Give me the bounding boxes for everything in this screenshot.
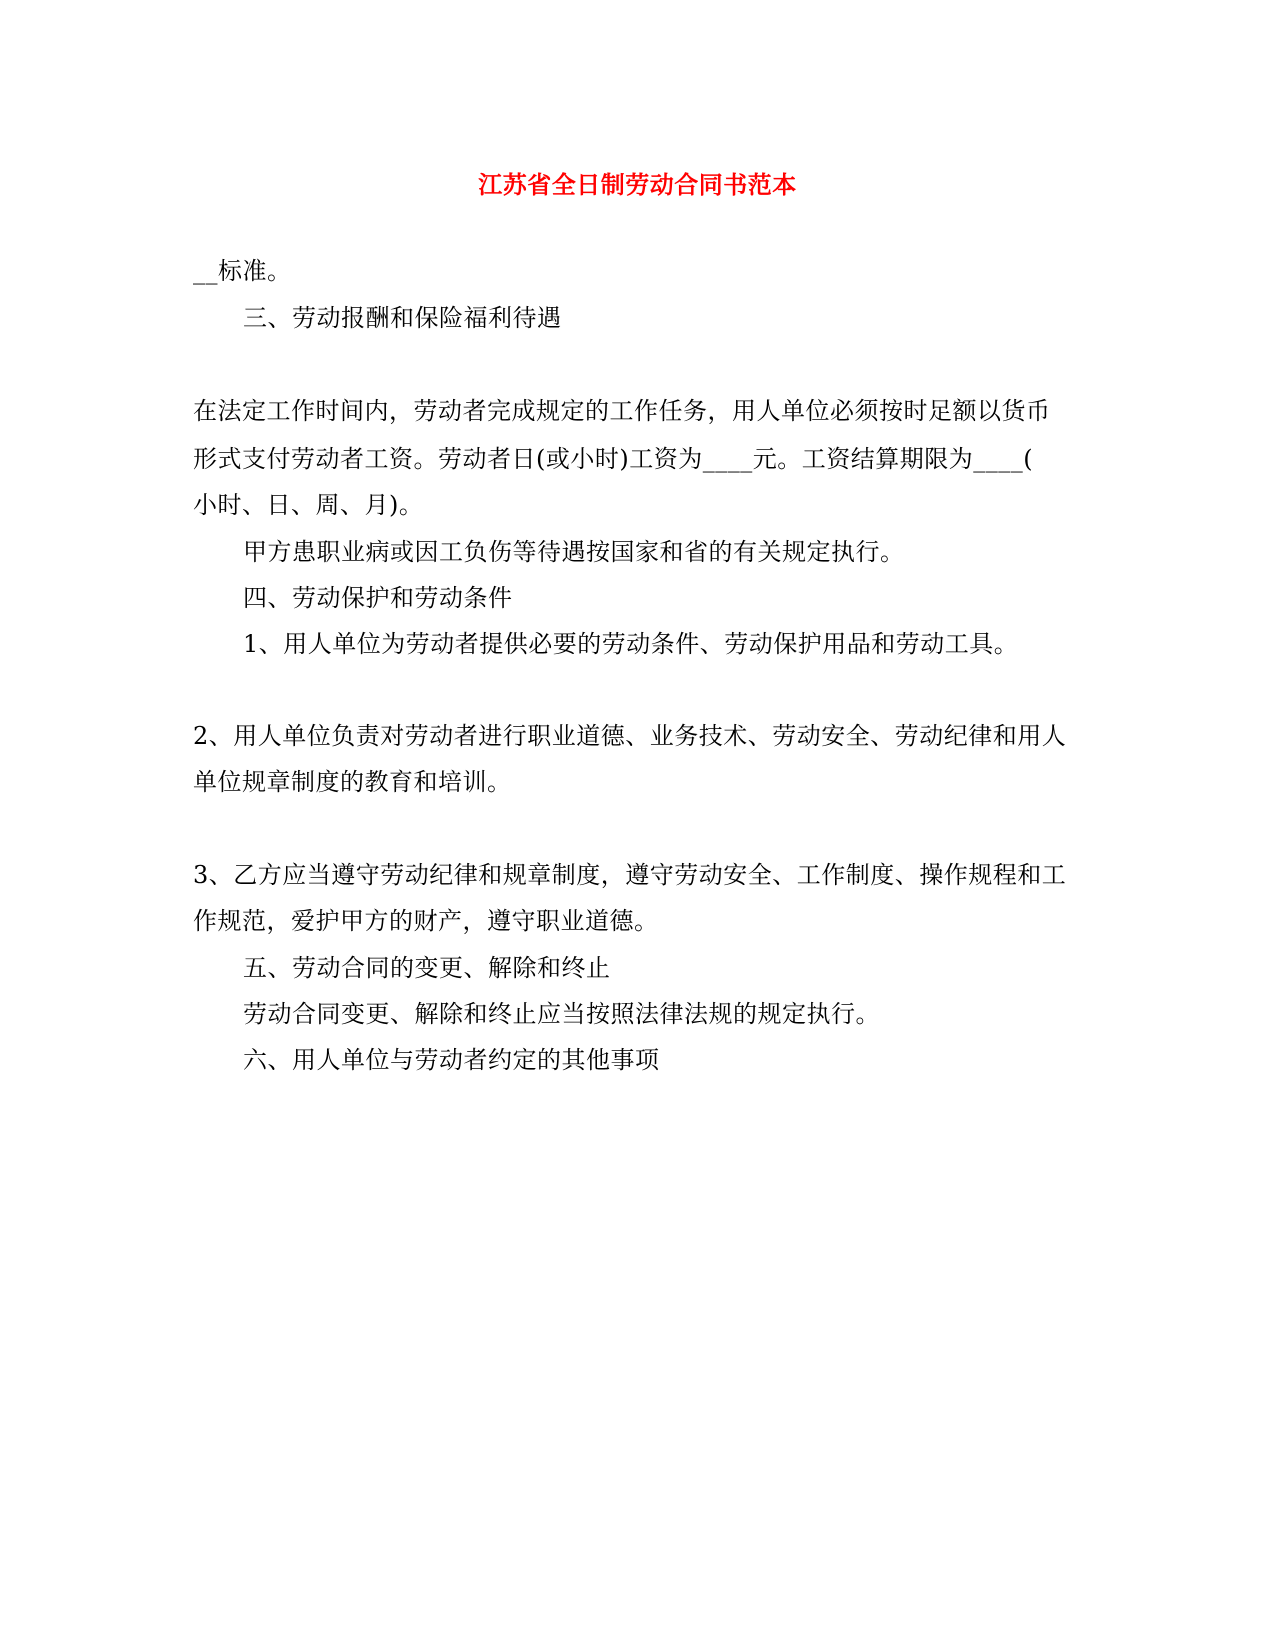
- paragraph-occupational-disease: 甲方患职业病或因工负伤等待遇按国家和省的有关规定执行。: [243, 538, 905, 566]
- section-heading-3: 三、劳动报酬和保险福利待遇: [243, 304, 562, 332]
- paragraph-wages-line3: 小时、日、周、月)。: [193, 491, 424, 519]
- document-title: 江苏省全日制劳动合同书范本: [478, 170, 797, 199]
- section-heading-5: 五、劳动合同的变更、解除和终止: [243, 954, 611, 982]
- paragraph-item-2-line1: 2、用人单位负责对劳动者进行职业道德、业务技术、劳动安全、劳动纪律和用人: [193, 722, 1067, 750]
- section-heading-4: 四、劳动保护和劳动条件: [243, 584, 513, 612]
- paragraph-contract-change: 劳动合同变更、解除和终止应当按照法律法规的规定执行。: [243, 1000, 880, 1028]
- paragraph-wages-line1: 在法定工作时间内，劳动者完成规定的工作任务，用人单位必须按时足额以货币: [193, 397, 1051, 425]
- paragraph-item-3-line1: 3、乙方应当遵守劳动纪律和规章制度，遵守劳动安全、工作制度、操作规程和工: [193, 861, 1067, 889]
- section-heading-6: 六、用人单位与劳动者约定的其他事项: [243, 1046, 660, 1074]
- paragraph-wages-line2: 形式支付劳动者工资。劳动者日(或小时)工资为____元。工资结算期限为____(: [193, 445, 1034, 473]
- paragraph-item-3-line2: 作规范，爱护甲方的财产，遵守职业道德。: [193, 907, 659, 935]
- paragraph-item-1: 1、用人单位为劳动者提供必要的劳动条件、劳动保护用品和劳动工具。: [243, 630, 1019, 658]
- paragraph-standard: __标准。: [193, 257, 292, 285]
- paragraph-item-2-line2: 单位规章制度的教育和培训。: [193, 768, 512, 796]
